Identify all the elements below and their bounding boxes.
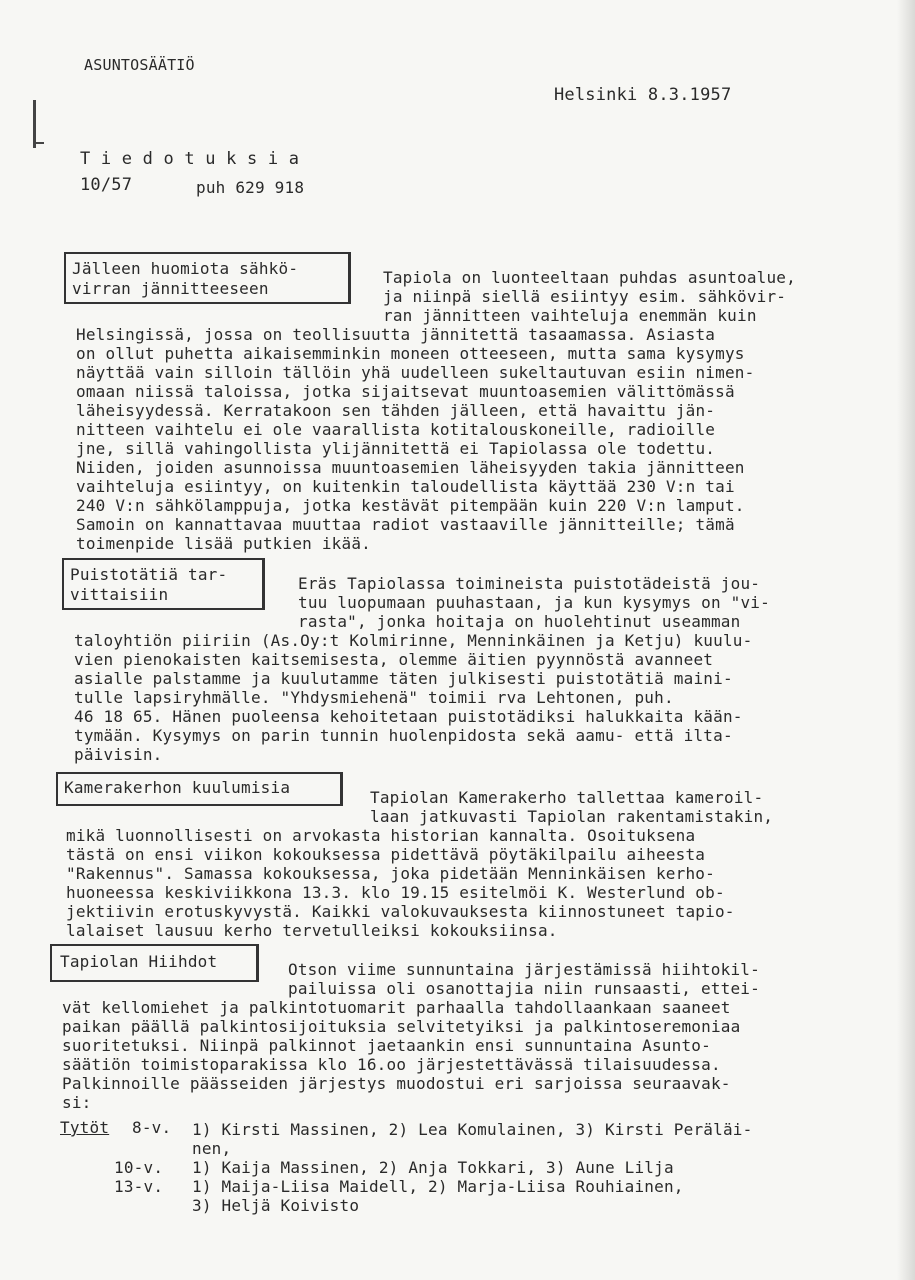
results-age-label: 13-v.: [114, 1177, 164, 1196]
results-line: 3) Heljä Koivisto: [192, 1196, 360, 1215]
text-line: 46 18 65. Hänen puoleensa kehoitetaan puistotädiksi halukkaita kään-: [74, 707, 743, 726]
text-line: Niiden, joiden asunnoissa muuntoasemien läheisyyden takia jännitteen: [76, 458, 745, 477]
results-line: 1) Maija-Liisa Maidell, 2) Marja-Liisa Rouhiainen,: [192, 1177, 684, 1196]
results-age-label: 8-v.: [132, 1118, 172, 1137]
text-line: Eräs Tapiolassa toimineista puistotädeistä jou-: [298, 574, 761, 593]
results-line: 1) Kirsti Massinen, 2) Lea Komulainen, 3) Kirsti Peräläi-: [192, 1120, 753, 1139]
section-heading: Tapiolan Hiihdot: [60, 952, 218, 971]
text-line: säätiön toimistoparakissa klo 16.oo järjestettävässä tilaisuudessa.: [62, 1055, 721, 1074]
place-date: Helsinki 8.3.1957: [554, 85, 732, 105]
text-line: päivisin.: [74, 745, 163, 764]
text-line: Samoin on kannattavaa muuttaa radiot vastaaville jännitteille; tämä: [76, 515, 735, 534]
text-line: läheisyydessä. Kerratakoon sen tähden jälleen, että havaittu jän-: [76, 401, 716, 420]
results-line: nen,: [192, 1139, 232, 1158]
text-line: omaan niissä taloissa, jotka sijaitsevat muuntoasemien välittömässä: [76, 382, 735, 401]
text-line: laan jatkuvasti Tapiolan rakentamistakin,: [370, 807, 774, 826]
text-line: Tapiolan Kamerakerho tallettaa kameroil-: [370, 788, 764, 807]
text-line: 240 V:n sähkölamppuja, jotka kestävät pitempään kuin 220 V:n lamput.: [76, 496, 745, 515]
section-heading: virran jännitteeseen: [72, 279, 269, 298]
text-line: asialle palstamme ja kuulutamme täten julkisesti puistotätiä maini-: [74, 669, 733, 688]
text-line: taloyhtiön piiriin (As.Oy:t Kolmirinne, Menninkäinen ja Ketju) kuulu-: [74, 631, 753, 650]
text-line: näyttää vain silloin tällöin yhä uudelleen sukeltautuvan esiin nimen-: [76, 363, 755, 382]
bulletin-title: T i e d o t u k s i a: [80, 149, 300, 169]
section-heading: vittaisiin: [70, 585, 169, 604]
text-line: rasta", jonka hoitaja on huolehtinut useamman: [298, 612, 741, 631]
text-line: tulle lapsiryhmälle. "Yhdysmiehenä" toimii rva Lehtonen, puh.: [74, 688, 674, 707]
text-line: nitteen vaihtelu ei ole vaarallista kotitalouskoneille, radioille: [76, 420, 716, 439]
phone-number: puh 629 918: [196, 178, 305, 197]
text-line: si:: [62, 1093, 92, 1112]
text-line: Tapiola on luonteeltaan puhdas asuntoalue,: [383, 268, 796, 287]
text-line: jektiivin erotuskyvystä. Kaikki valokuvauksesta kiinnostuneet tapio-: [66, 902, 735, 921]
text-line: huoneessa keskiviikkona 13.3. klo 19.15 esitelmöi K. Westerlund ob-: [66, 883, 725, 902]
text-line: Otson viime sunnuntaina järjestämissä hiihtokil-: [288, 960, 760, 979]
organization-name: ASUNTOSÄÄTIÖ: [84, 56, 195, 74]
text-line: vaihteluja esiintyy, on kuitenkin taloudellista käyttää 230 V:n tai: [76, 477, 735, 496]
text-line: on ollut puhetta aikaisemminkin moneen otteeseen, mutta sama kysymys: [76, 344, 745, 363]
margin-tick: [36, 142, 44, 144]
text-line: "Rakennus". Samassa kokouksessa, joka pidetään Menninkäisen kerho-: [66, 864, 715, 883]
text-line: ja niinpä siellä esiintyy esim. sähkövir-: [383, 287, 787, 306]
results-line: 1) Kaija Massinen, 2) Anja Tokkari, 3) Aune Lilja: [192, 1158, 674, 1177]
results-age-label: 10-v.: [114, 1158, 164, 1177]
text-line: pailuissa oli osanottajia niin runsaasti, ettei-: [288, 979, 760, 998]
text-line: Palkinnoille päässeiden järjestys muodostui eri sarjoissa seuraavak-: [62, 1074, 731, 1093]
section-heading: Kamerakerhon kuulumisia: [64, 778, 291, 797]
margin-mark: [33, 100, 36, 148]
text-line: ran jännitteen vaihteluja enemmän kuin: [383, 306, 757, 325]
text-line: paikan päällä palkintosijoituksia selvitetyiksi ja palkintoseremoniaa: [62, 1017, 741, 1036]
results-category-label: Tytöt: [60, 1118, 110, 1137]
text-line: suoritetuksi. Niinpä palkinnot jaetaankin ensi sunnuntaina Asunto-: [62, 1036, 711, 1055]
text-line: Helsingissä, jossa on teollisuutta jännitettä tasaamassa. Asiasta: [76, 325, 716, 344]
text-line: lalaiset lausuu kerho tervetulleiksi kokouksiinsa.: [66, 921, 558, 940]
text-line: tästä on ensi viikon kokouksessa pidettävä pöytäkilpailu aiheesta: [66, 845, 706, 864]
text-line: tymään. Kysymys on parin tunnin huolenpidosta sekä aamu- että ilta-: [74, 726, 733, 745]
issue-number: 10/57: [80, 175, 133, 195]
text-line: tuu luopumaan puuhastaan, ja kun kysymys on "vi-: [298, 593, 770, 612]
text-line: vien pienokaisten kaitsemisesta, olemme äitien pyynnöstä avanneet: [74, 650, 714, 669]
text-line: jne, sillä vahingollista ylijännitettä ei Tapiolassa ole todettu.: [76, 439, 716, 458]
text-line: vät kellomiehet ja palkintotuomarit parhaalla tahdollaankaan saaneet: [62, 998, 731, 1017]
section-heading: Jälleen huomiota sähkö-: [72, 259, 299, 278]
text-line: mikä luonnollisesti on arvokasta historian kannalta. Osoituksena: [66, 826, 696, 845]
section-heading: Puistotätiä tar-: [70, 565, 228, 584]
text-line: toimenpide lisää putkien ikää.: [76, 534, 371, 553]
